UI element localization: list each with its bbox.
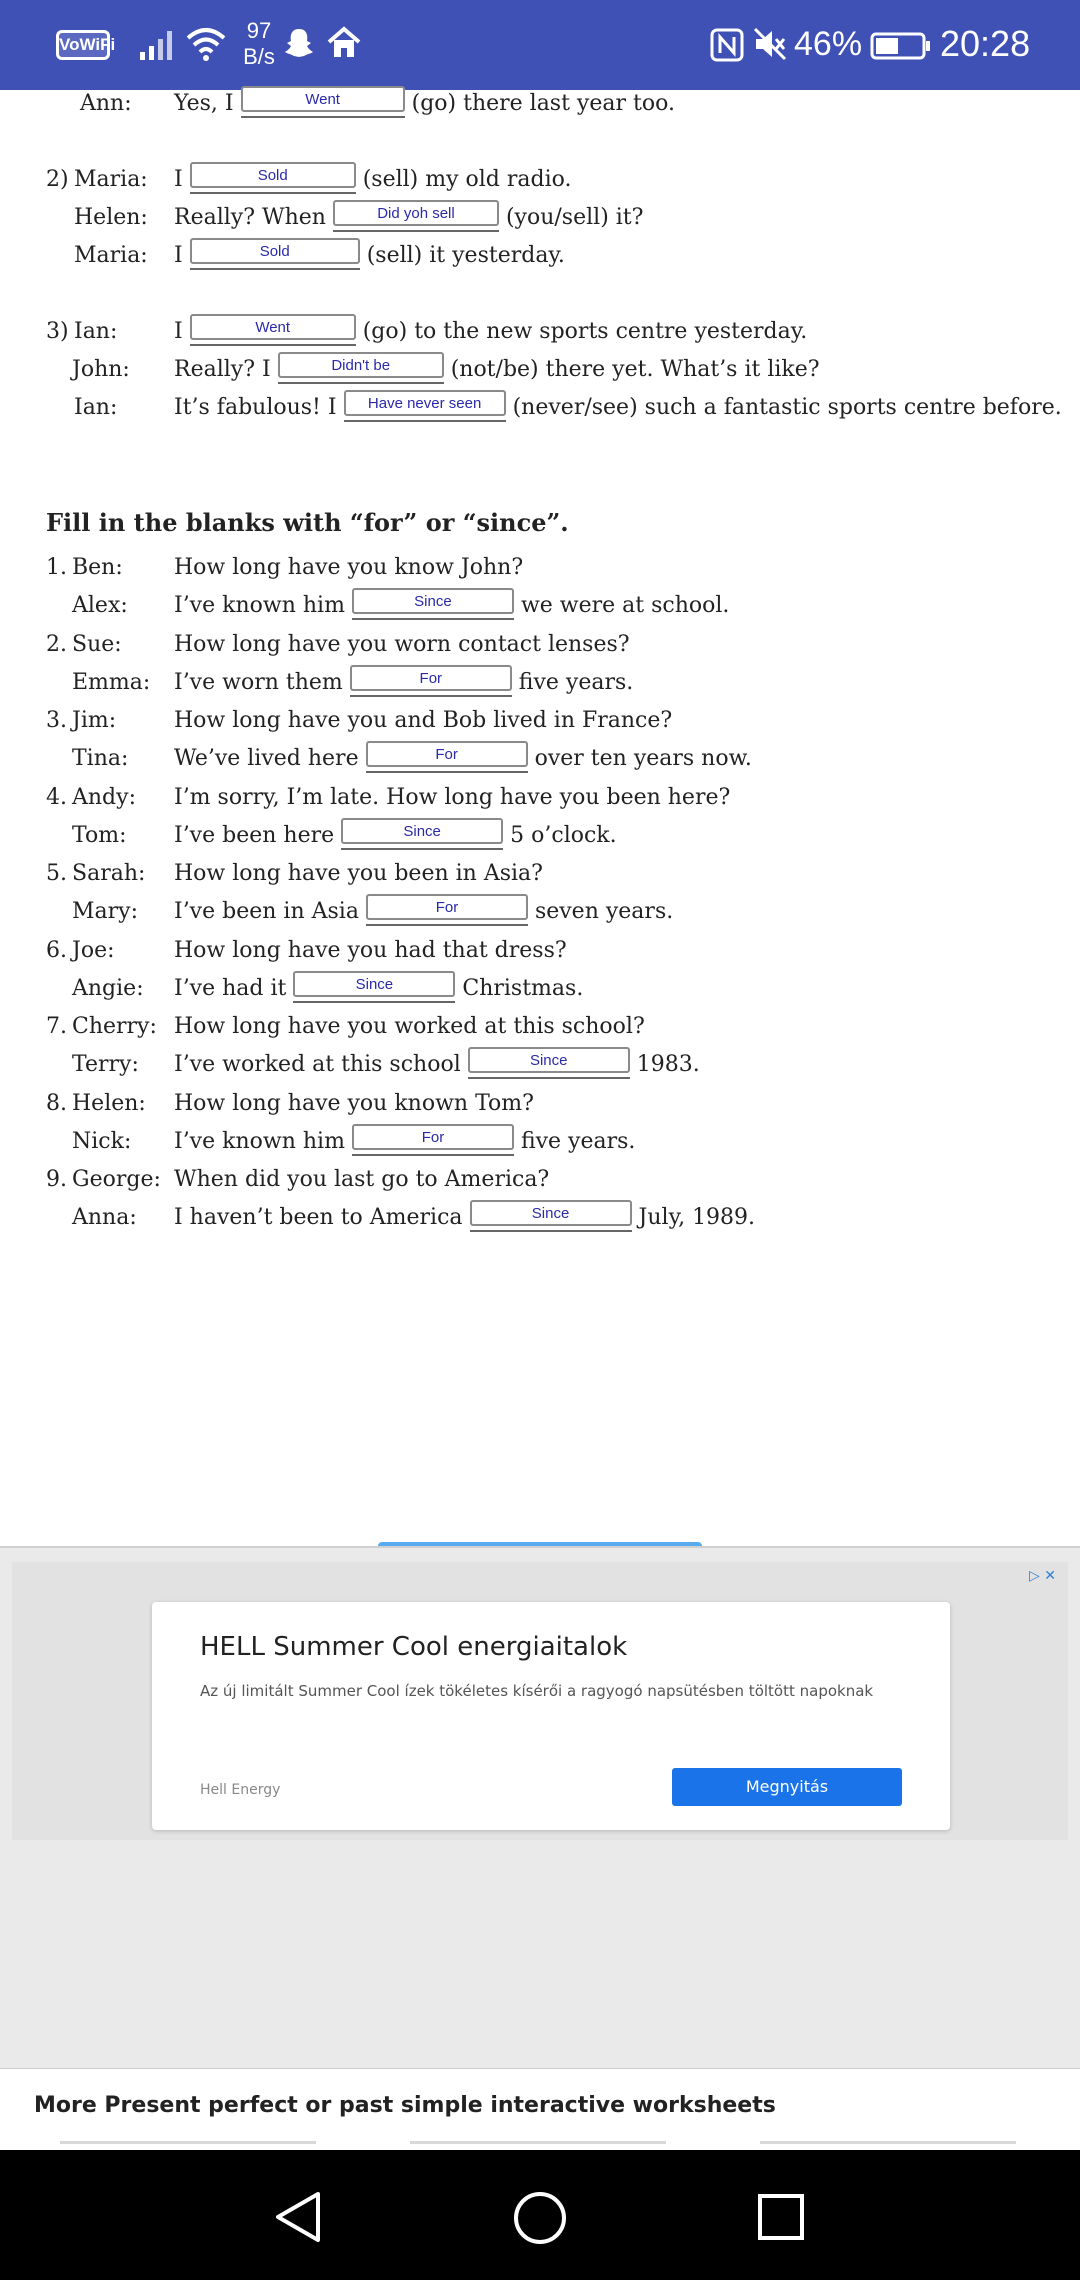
ad-description: Az új limitált Summer Cool ízek tökéletes kísérői a ragyogó napsütésben töltött napoknak — [200, 1682, 874, 1700]
mute-icon — [752, 26, 788, 62]
more-worksheets-bar — [0, 2068, 1080, 2151]
nfc-icon — [710, 28, 744, 62]
ad-brand: Hell Energy — [200, 1782, 281, 1798]
battery-percentage: 46% — [794, 25, 863, 63]
answer-input[interactable] — [468, 1047, 630, 1073]
recents-icon[interactable] — [756, 2192, 806, 2242]
home-button-icon[interactable] — [512, 2190, 568, 2246]
network-speed: 97 B/s — [243, 18, 275, 69]
answer-input[interactable] — [190, 162, 356, 188]
signal-icon — [138, 28, 178, 62]
answer-input[interactable] — [278, 352, 444, 378]
answer-input[interactable] — [366, 894, 528, 920]
clock: 20:28 — [940, 23, 1031, 64]
answer-blank — [352, 588, 514, 622]
home-icon — [326, 26, 362, 60]
ad-open-button[interactable]: Megnyitás — [672, 1768, 902, 1806]
answer-input[interactable] — [352, 588, 514, 614]
answer-blank — [366, 741, 528, 775]
answer-input[interactable] — [333, 200, 499, 226]
answer-input[interactable] — [350, 665, 512, 691]
wifi-icon — [186, 26, 226, 62]
answer-input[interactable] — [190, 238, 360, 264]
answer-blank — [293, 971, 455, 1005]
ad-title[interactable]: HELL Summer Cool energiaitalok — [200, 1632, 628, 1662]
answer-blank — [344, 390, 506, 424]
divider — [410, 2141, 666, 2144]
worksheet: Ann: Yes, I Went (go) there last year too. 2) Maria: I Sold (sell) my old radio. Helen: Really? When Did yoh sell (you/sell) it? Maria: I Sold (sell) it yesterday. 3) Ian: I Went (go) to the new sports centre yesterday. John: Really? I Didn't be (not/be) there yet. What’s it like? Ian: It’s fabulous! I Have never seen (never/see) such a fantastic sports centre before. Fill in the blanks with “for” or “since”. 1. Ben: How long have you know John? Alex: I’ve known him Since we were at school. 2. Sue: How long have you worn contact lenses? Emma: I’ve worn them For five years. 3. Jim: How long have you and Bob lived in France? Tina: We’ve lived here For over ten years now. 4. Andy: I’m sorry, I’m late. How long have you been here? Tom: I’ve been here Since 5 o’clock. 5. Sarah: How long have you been in Asia? Mary: I’ve been in Asia For seven years. 6. Joe: How long have you had that dress? Angie: I’ve had it Since Christmas. 7. Cherry: How long have you worked at this school? Terry: I’ve worked at this school Since 1983. 8. Helen: How long have you known Tom? Nick: I’ve known him For five years. 9. George: When did you last go to America? Anna: I haven’t been to America Since July, 1989. — [0, 90, 1080, 1546]
answer-blank — [333, 200, 499, 234]
navigation-bar — [0, 2150, 1080, 2280]
answer-input[interactable] — [344, 390, 506, 416]
ad-card[interactable] — [152, 1602, 950, 1830]
answer-input[interactable] — [352, 1124, 514, 1150]
status-bar — [0, 0, 1080, 90]
answer-blank — [241, 86, 405, 120]
exercise-heading: Fill in the blanks with “for” or “since”. — [46, 508, 569, 537]
battery-icon — [870, 32, 932, 60]
answer-blank — [470, 1200, 632, 1234]
more-worksheets-title[interactable]: More Present perfect or past simple interactive worksheets — [34, 2093, 776, 2118]
answer-input[interactable] — [366, 741, 528, 767]
snapchat-icon — [282, 26, 316, 60]
answer-blank — [190, 238, 360, 272]
divider — [60, 2141, 316, 2144]
ad-area — [0, 1546, 1080, 2070]
answer-input[interactable] — [293, 971, 455, 997]
answer-blank — [366, 894, 528, 928]
answer-blank — [468, 1047, 630, 1081]
ad-choices-icon[interactable]: ▷ ✕ — [1029, 1568, 1056, 1584]
answer-blank — [350, 665, 512, 699]
answer-input[interactable] — [470, 1200, 632, 1226]
ad-slot — [12, 1562, 1068, 1840]
answer-blank — [190, 314, 356, 348]
answer-blank — [352, 1124, 514, 1158]
answer-blank — [341, 818, 503, 852]
divider — [760, 2141, 1016, 2144]
back-icon[interactable] — [272, 2190, 324, 2244]
answer-input[interactable] — [341, 818, 503, 844]
vowifi-icon: VoWiFi — [56, 30, 110, 60]
answer-blank — [190, 162, 356, 196]
answer-input[interactable] — [241, 86, 405, 112]
answer-blank — [278, 352, 444, 386]
answer-input[interactable] — [190, 314, 356, 340]
